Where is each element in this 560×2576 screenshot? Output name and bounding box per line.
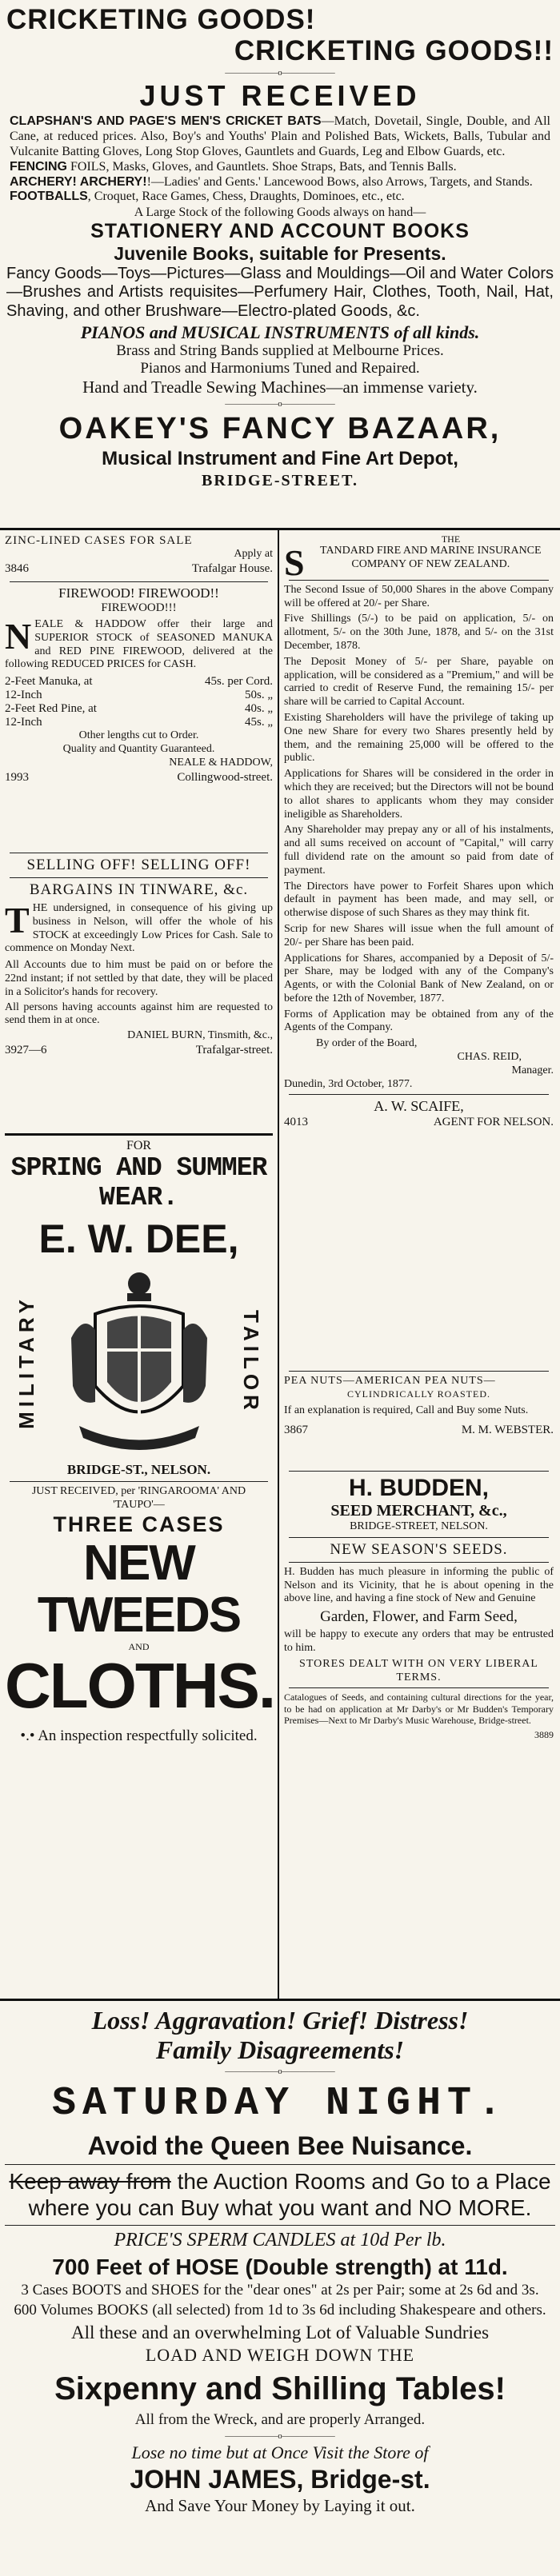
keep-away-rest: the Auction Rooms and Go to a Place where you can Buy what you want and NO MORE.: [28, 2168, 551, 2221]
load-line: LOAD AND WEIGH DOWN THE: [145, 2345, 415, 2366]
brass-bands-line: Brass and String Bands supplied at Melbourne Prices.: [116, 342, 444, 360]
price-row: [5, 716, 273, 729]
other-lengths: Other lengths cut to Order.: [78, 729, 199, 742]
crest-row: [5, 1262, 273, 1462]
saturday-night-heading: SATURDAY NIGHT.: [51, 2080, 509, 2127]
std-paragraph: The Deposit Money of 5/- per Share, payable on application, will be considered as a "Premium," and will be carried to credit of Reserve Fund, the remaining 15/- per share will be carried to Capital Account.: [284, 655, 554, 709]
bats-text: —Match, Dovetail, Single, Double, and All Cane, at reduced prices. Also, Boy's and Youths' Plain and Polished Bats, Wickets, Balls, Tubular and Vulcanite Batting Gloves, Long Stop Gloves, Gauntlets and Guards, Leg and Elbow Guards, etc.: [10, 114, 551, 158]
rule: [289, 1371, 549, 1372]
rule: [289, 580, 549, 581]
std-signature: CHAS. REID,: [457, 1051, 522, 1064]
standard-title-text: TANDARD FIRE AND MARINE INSURANCE COMPANY OF NEW ZEALAND.: [320, 545, 542, 571]
military-label: MILITARY: [14, 1295, 38, 1429]
price-value: 45s. „: [245, 716, 273, 729]
save-money-line: And Save Your Money by Laying it out.: [145, 2495, 415, 2515]
neale-footer: [5, 770, 273, 785]
price-row: [5, 675, 273, 689]
cloths-heading: CLOTHS.: [5, 1650, 275, 1722]
sewing-machines-line: Hand and Treadle Sewing Machines—an immense variety.: [82, 377, 478, 397]
burn-address: Trafalgar-street.: [195, 1043, 273, 1056]
std-order: By order of the Board,: [316, 1037, 418, 1050]
boots-line: 3 Cases BOOTS and SHOES for the "dear ones" at 2s per Pair; some at 2s 6d and 3s.: [21, 2282, 539, 2299]
std-paragraph: Forms of Application may be obtained from any of the Agents of the Company.: [284, 1008, 554, 1034]
std-paragraph: Existing Shareholders will have the privilege of taking up One new Share for every two Shares presently held by them, and the remaining 25,000 will be offered to the public.: [284, 711, 554, 765]
firewood-advert: [5, 585, 273, 849]
fencing-heading: FENCING: [10, 159, 67, 174]
standard-drop-cap: S: [284, 542, 305, 584]
rule: [10, 1481, 268, 1482]
football-heading: FOOTBALLS: [10, 190, 88, 204]
right-column: [279, 530, 558, 1999]
lose-no-time-line: Lose no time but at Once Visit the Store of: [131, 2442, 429, 2462]
for-label: FOR: [126, 1139, 152, 1152]
price-item: 2-Feet Red Pine, at: [5, 702, 97, 716]
stores-line: STORES DEALT WITH ON VERY LIBERAL TERMS.: [299, 1657, 538, 1683]
price-item: 2-Feet Manuka, at: [5, 675, 93, 689]
rule: [289, 1562, 549, 1563]
two-column-section: [0, 528, 560, 1999]
inspection-line: [5, 1727, 273, 1745]
budden-paragraph-2: will be happy to execute any orders that may be entrusted to him.: [284, 1628, 554, 1654]
zinc-title: ZINC-LINED CASES FOR SALE: [5, 534, 193, 547]
football-paragraph: [10, 190, 550, 205]
budden-advert: [284, 1475, 554, 1740]
pianos-tuned-line: Pianos and Harmoniums Tuned and Repaired.: [140, 360, 420, 377]
ornament-rule-3: [0, 2067, 560, 2076]
peanuts-signature: M. M. WEBSTER.: [461, 1423, 554, 1436]
burn-number: 3927—6: [5, 1043, 47, 1056]
peanuts-heading: PEA NUTS—AMERICAN PEA NUTS—: [284, 1375, 496, 1387]
scaife-number: 4013: [284, 1116, 308, 1129]
scaife-agent: AGENT FOR NELSON.: [433, 1116, 554, 1129]
john-james-advert: [0, 1999, 560, 2516]
neale-address: Collingwood-street.: [177, 770, 273, 784]
oakey-street: BRIDGE-STREET.: [201, 471, 358, 489]
books-line: 600 Volumes BOOKS (all selected) from 1d to 3s 6d including Shakespeare and others.: [14, 2301, 546, 2318]
std-date: Dunedin, 3rd October, 1877.: [284, 1077, 413, 1090]
banner-cricketing-1: CRICKETING GOODS!: [6, 4, 316, 35]
budden-number: 3889: [534, 1728, 554, 1740]
std-paragraph: The Second Issue of 50,000 Shares in the above Company will be offered at 20/- per Share.: [284, 583, 554, 609]
new-seeds-heading: NEW SEASON'S SEEDS.: [330, 1540, 508, 1558]
std-paragraph: Applications for Shares will be considered in the order in which they are received; but the Directors will not be bound to allot shares to applicants whom they may consider ineligible as Shareholders.: [284, 768, 554, 821]
oakey-bazaar-title: OAKEY'S FANCY BAZAAR,: [58, 411, 502, 445]
scaife-footer: [284, 1115, 554, 1129]
peanuts-text: If an explanation is required, Call and Buy some Nuts.: [284, 1404, 529, 1417]
keep-away-paragraph: [8, 2168, 552, 2222]
neale-drop-cap: N: [5, 616, 32, 657]
std-paragraph: Any Shareholder may prepay any or all of his instalments, and all sums received on account of "Capital," will carry full dividend rate on the amount so paid from date of payment.: [284, 824, 554, 877]
inspection-text: An inspection respectfully solicited.: [38, 1727, 258, 1745]
neale-signature: NEALE & HADDOW,: [169, 756, 273, 769]
neale-paragraph: [5, 618, 273, 672]
burn-footer: [5, 1043, 273, 1057]
burn-paragraph-2: All Accounts due to him must be paid on or before the 22nd instant; if not settled by that date, they will be placed in a Solicitor's hands for recovery.: [5, 959, 273, 998]
rule: [10, 877, 268, 878]
bats-paragraph: [10, 114, 550, 160]
ornament-rule: [0, 68, 560, 78]
the-label: THE: [441, 533, 461, 545]
sundries-line: All these and an overwhelming Lot of Valuable Sundries: [70, 2322, 490, 2342]
and-label: AND: [128, 1640, 150, 1652]
left-column: [0, 530, 279, 1999]
zinc-cases-advert: [5, 533, 273, 578]
dee-tailor-advert: [5, 1136, 273, 1745]
new-tweeds-heading: NEW TWEEDS: [37, 1535, 241, 1643]
rule: [289, 1471, 549, 1472]
rule: [10, 581, 268, 582]
bats-heading: CLAPSHAN'S AND PAGE'S MEN'S CRICKET BATS: [10, 114, 322, 128]
archery-heading: ARCHERY! ARCHERY!: [10, 174, 147, 189]
std-paragraph: Applications for Shares, accompanied by a Deposit of 5/- per Share, may be lodged with any of the Company's Agents, or with the Colonial Bank of New Zealand, on or before the 12th of November, 1877.: [284, 952, 554, 1004]
burn-paragraph-3: All persons having accounts against him are requested to send them in at once.: [5, 1000, 273, 1027]
std-manager: Manager.: [511, 1064, 554, 1076]
firewood-heading: FIREWOOD! FIREWOOD!!: [58, 585, 219, 601]
std-paragraph: The Directors have power to Forfeit Shares upon which default in payment has been made, and may sell, or otherwise dispose of such Shares as they may think fit.: [284, 880, 554, 920]
sixpenny-heading: Sixpenny and Shilling Tables!: [54, 2370, 506, 2406]
budden-paragraph-3: Catalogues of Seeds, and containing cultural directions for the year, to be had on application at Mr Darby's or Mr Budden's Temporary Premises—Next to Mr Darby's Music Warehouse, Bridge-street.: [284, 1691, 554, 1727]
price-value: 45s. per Cord.: [205, 675, 273, 689]
stationery-heading: STATIONERY AND ACCOUNT BOOKS: [90, 220, 470, 243]
neale-number: 1993: [5, 770, 29, 784]
loss-headline: Loss! Aggravation! Grief! Distress!: [91, 2006, 469, 2035]
ornament-rule-2: [0, 399, 560, 409]
family-headline: Family Disagreements!: [155, 2035, 405, 2064]
john-james-name: JOHN JAMES, Bridge-st.: [130, 2464, 430, 2494]
budden-name: H. BUDDEN,: [348, 1475, 489, 1501]
zinc-address: Trafalgar House.: [191, 561, 273, 575]
rule: [289, 1094, 549, 1095]
firewood-prices: [5, 675, 273, 729]
ringarooma-line: JUST RECEIVED, per 'RINGAROOMA' AND 'TAUPO'—: [31, 1485, 246, 1511]
burn-drop-cap: T: [5, 900, 30, 941]
bullet-icon: •.•: [20, 1727, 38, 1745]
pianos-line: PIANOS and MUSICAL INSTRUMENTS of all kinds.: [80, 322, 480, 342]
peanuts-advert: [284, 1375, 554, 1468]
price-value: 50s. „: [245, 689, 273, 702]
budden-paragraph-1: H. Budden has much pleasure in informing the public of Nelson and its Vicinity, that he is about opening in the above line, and having a fine stock of New and Genuine: [284, 1565, 554, 1605]
firewood-heading-2: FIREWOOD!!!: [101, 601, 177, 614]
burn-text-1: HE undersigned, in consequence of his giving up business in Nelson, will offer the whole of his STOCK at exceedingly Low Prices for Cash. Sale to commence on Monday Next.: [5, 902, 273, 955]
hose-line: 700 Feet of HOSE (Double strength) at 11d.: [52, 2254, 508, 2279]
roasted-line: CYLINDRICALLY ROASTED.: [346, 1388, 490, 1400]
oakey-advert: [0, 0, 560, 528]
scaife-name: A. W. SCAIFE,: [374, 1098, 464, 1115]
fancy-goods-paragraph: Fancy Goods—Toys—Pictures—Glass and Mouldings—Oil and Water Colors—Brushes and Artists requisites—Perfumery Hair, Clothes, Tooth, Nail, Hat, Shaving, and other Brushware—Electro-plated Goods, &c.: [6, 265, 554, 320]
juvenile-books-line: Juvenile Books, suitable for Presents.: [114, 242, 446, 264]
peanuts-number: 3867: [284, 1423, 308, 1436]
wear-heading: WEAR.: [98, 1183, 179, 1212]
archery-paragraph: [10, 175, 550, 190]
std-paragraph: Five Shillings (5/-) to be paid on application, 5/- on allotment, 5/- on the 30th June, 1878, and 5/- on the 31st December, 1878.: [284, 613, 554, 652]
stock-line: A Large Stock of the following Goods always on hand—: [134, 206, 426, 220]
avoid-heading: Avoid the Queen Bee Nuisance.: [87, 2131, 473, 2160]
burn-paragraph-1: [5, 902, 273, 956]
rule: [5, 2225, 555, 2226]
candles-line: PRICE'S SPERM CANDLES at 10d Per lb.: [114, 2229, 446, 2251]
seed-merchant: SEED MERCHANT, &c.,: [330, 1502, 507, 1520]
standard-insurance-advert: [284, 533, 554, 1368]
archery-text: !—Ladies' and Gents.' Lancewood Bows, also Arrows, Targets, and Stands.: [146, 174, 533, 189]
dee-name: E. W. DEE,: [38, 1216, 239, 1261]
price-item: 12-Inch: [5, 689, 42, 702]
three-cases-heading: THREE CASES: [53, 1512, 225, 1536]
standard-title: [284, 542, 554, 584]
price-row: [5, 702, 273, 716]
just-received-heading: JUST RECEIVED: [139, 79, 421, 112]
budden-address: BRIDGE-STREET, NELSON.: [350, 1520, 488, 1532]
neale-text: EALE & HADDOW offer their large and SUPERIOR STOCK of SEASONED MANUKA and RED PINE FIREWOOD, delivered at the following REDUCED PRICES for CASH.: [5, 618, 273, 671]
fencing-paragraph: [10, 160, 550, 175]
rule: [5, 2164, 555, 2165]
zinc-footer: [5, 561, 273, 576]
std-paragraph: Scrip for new Shares will issue when the full amount of 20/- per Share has been paid.: [284, 922, 554, 949]
garden-seed-line: Garden, Flower, and Farm Seed,: [320, 1608, 518, 1626]
selling-off-heading: SELLING OFF! SELLING OFF!: [26, 857, 251, 873]
tinware-advert: [5, 857, 273, 1133]
banner-cricketing-2: CRICKETING GOODS!!: [234, 34, 554, 66]
spring-summer-heading: SPRING AND SUMMER: [10, 1153, 267, 1183]
rule: [289, 1537, 549, 1538]
bargains-heading: BARGAINS IN TINWARE, &c.: [29, 881, 249, 898]
quality-line: Quality and Quantity Guaranteed.: [62, 742, 215, 755]
fencing-text: FOILS, Masks, Gloves, and Gauntlets. Shoe Straps, Bats, and Tennis Balls.: [70, 159, 457, 174]
keep-away-strike: Keep away from: [9, 2168, 171, 2194]
ornament-rule-4: [0, 2431, 560, 2441]
zinc-apply: Apply at: [234, 548, 273, 560]
oakey-subtitle: Musical Instrument and Fine Art Depot,: [102, 447, 458, 469]
rule: [289, 1687, 549, 1688]
price-row: [5, 689, 273, 702]
football-text: , Croquet, Race Games, Chess, Draughts, Dominoes, etc., etc.: [87, 190, 405, 204]
tailor-label: TAILOR: [239, 1309, 263, 1415]
wreck-line: All from the Wreck, and are properly Arranged.: [134, 2410, 426, 2428]
price-value: 40s. „: [245, 702, 273, 716]
burn-signature: DANIEL BURN, Tinsmith, &c.,: [127, 1029, 273, 1042]
zinc-number: 3846: [5, 561, 29, 575]
price-item: 12-Inch: [5, 716, 42, 729]
peanuts-footer: [284, 1423, 554, 1437]
royal-crest-icon: [63, 1266, 215, 1458]
dee-address: BRIDGE-ST., NELSON.: [66, 1462, 211, 1477]
